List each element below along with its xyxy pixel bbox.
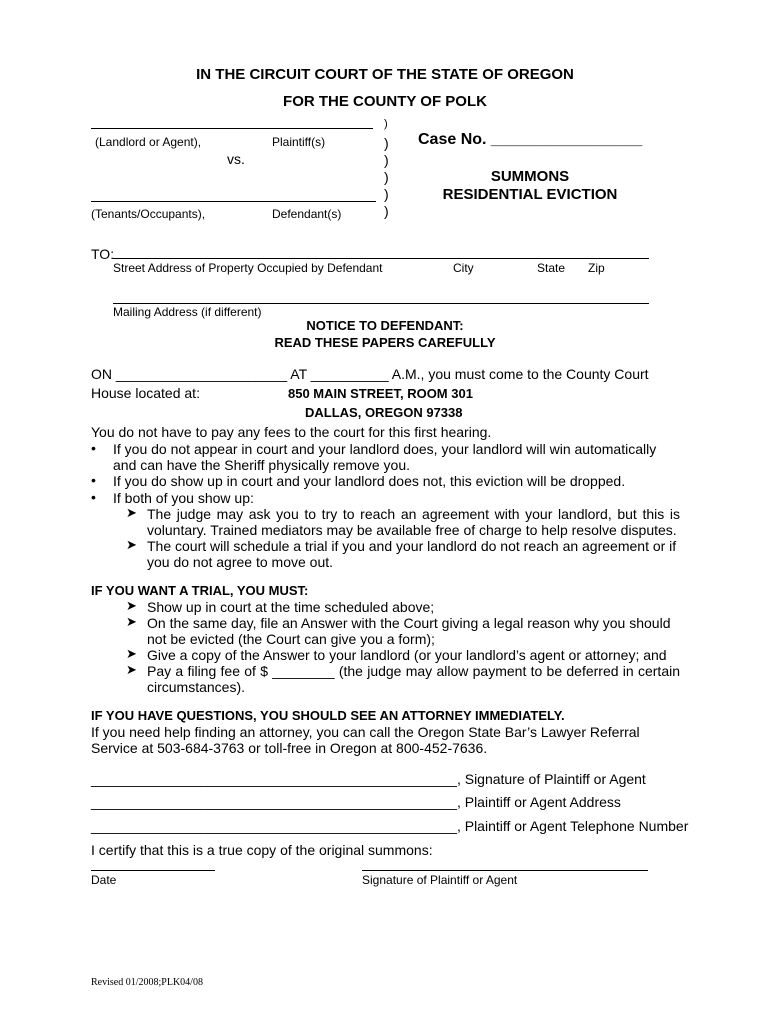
questions-heading: IF YOU HAVE QUESTIONS, YOU SHOULD SEE AN ATTORNEY IMMEDIATELY. <box>91 708 565 723</box>
certify-signature-line[interactable] <box>362 870 648 871</box>
plaintiff-label: (Landlord or Agent), <box>95 135 202 149</box>
notice-subheading: READ THESE PAPERS CAREFULLY <box>274 335 496 350</box>
plaintiff-signature-line[interactable]: _______________________________________________, Signature of Plaintiff or Agent <box>91 771 646 787</box>
fees-notice: You do not have to pay any fees to the court for this first hearing. <box>91 424 492 440</box>
plaintiff-role: Plaintiff(s) <box>272 135 326 149</box>
house-located-label: House located at: <box>91 385 200 401</box>
appearance-date-line: ON ______________________ AT __________ A.M., you must come to the County Court <box>91 366 649 382</box>
document-subtitle: RESIDENTIAL EVICTION <box>442 186 618 203</box>
arrow-bullet-icon: ➤ <box>126 505 137 520</box>
defendant-name-line[interactable] <box>91 201 376 202</box>
plaintiff-phone-line[interactable]: _______________________________________________, Plaintiff or Agent Telephone Number <box>91 818 689 834</box>
street-address-line[interactable] <box>113 258 649 259</box>
notice-heading: NOTICE TO DEFENDANT: <box>306 318 464 333</box>
trial-item: Give a copy of the Answer to your landlord (or your landlord’s agent or attorney; and <box>147 647 667 663</box>
bullet-icon: • <box>91 440 96 456</box>
date-label: Date <box>91 873 117 887</box>
versus-label: vs. <box>227 151 245 167</box>
date-line[interactable] <box>91 870 215 871</box>
trial-item: On the same day, file an Answer with the Court giving a legal reason why you should not be evicted (the Court can give you a form); <box>147 615 671 647</box>
court-address-city: DALLAS, OREGON 97338 <box>305 405 463 420</box>
state-label: State <box>537 261 566 275</box>
mailing-address-line[interactable] <box>113 303 649 304</box>
defendant-role: Defendant(s) <box>272 207 342 221</box>
trial-item: Show up in court at the time scheduled above; <box>147 599 435 615</box>
arrow-bullet-icon: ➤ <box>126 646 137 661</box>
certify-statement: I certify that this is a true copy of the original summons: <box>91 842 433 858</box>
bullet-item: If both of you show up: <box>113 490 254 506</box>
document-title: SUMMONS <box>490 168 570 185</box>
case-number: Case No. _________________ <box>418 131 643 148</box>
bullet-icon: • <box>91 472 96 488</box>
court-heading: IN THE CIRCUIT COURT OF THE STATE OF OREGON <box>196 66 574 83</box>
street-address-label: Street Address of Property Occupied by Defendant <box>113 261 383 275</box>
trial-item: Pay a filing fee of $ ________ (the judge may allow payment to be deferred in certain circumstances). <box>147 663 680 695</box>
bullet-icon: • <box>91 489 96 505</box>
certify-signature-label: Signature of Plaintiff or Agent <box>362 873 518 887</box>
arrow-bullet-icon: ➤ <box>126 598 137 613</box>
defendant-label: (Tenants/Occupants), <box>91 207 206 221</box>
court-address-street: 850 MAIN STREET, ROOM 301 <box>288 386 473 401</box>
arrow-bullet-icon: ➤ <box>126 537 137 552</box>
plaintiff-name-line[interactable] <box>91 128 373 129</box>
bullet-item: If you do not appear in court and your landlord does, your landlord will win automatically and can have the Sheriff physically remove you. <box>113 441 657 473</box>
sub-bullet-item: The court will schedule a trial if you and your landlord do not reach an agreement or if you do not agree to move out. <box>147 538 677 570</box>
mailing-address-label: Mailing Address (if different) <box>113 305 262 319</box>
arrow-bullet-icon: ➤ <box>126 662 137 677</box>
questions-text: If you need help finding an attorney, you can call the Oregon State Bar’s Lawyer Referral Service at 503-684-3763 or toll-free in Oregon at 800-452-7636. <box>91 724 640 756</box>
arrow-bullet-icon: ➤ <box>126 614 137 629</box>
zip-label: Zip <box>588 261 605 275</box>
county-heading: FOR THE COUNTY OF POLK <box>283 93 487 110</box>
city-label: City <box>453 261 474 275</box>
revision-footer: Revised 01/2008;PLK04/08 <box>91 977 203 988</box>
to-label: TO: <box>91 246 115 262</box>
sub-bullet-item: The judge may ask you to try to reach an agreement with your landlord, but this is voluntary. Trained mediators may be available free of charge to help resolve disputes. <box>147 506 680 538</box>
trial-heading: IF YOU WANT A TRIAL, YOU MUST: <box>91 583 309 598</box>
plaintiff-address-line[interactable]: _______________________________________________, Plaintiff or Agent Address <box>91 794 621 810</box>
bullet-item: If you do show up in court and your landlord does not, this eviction will be dropped. <box>113 473 626 489</box>
